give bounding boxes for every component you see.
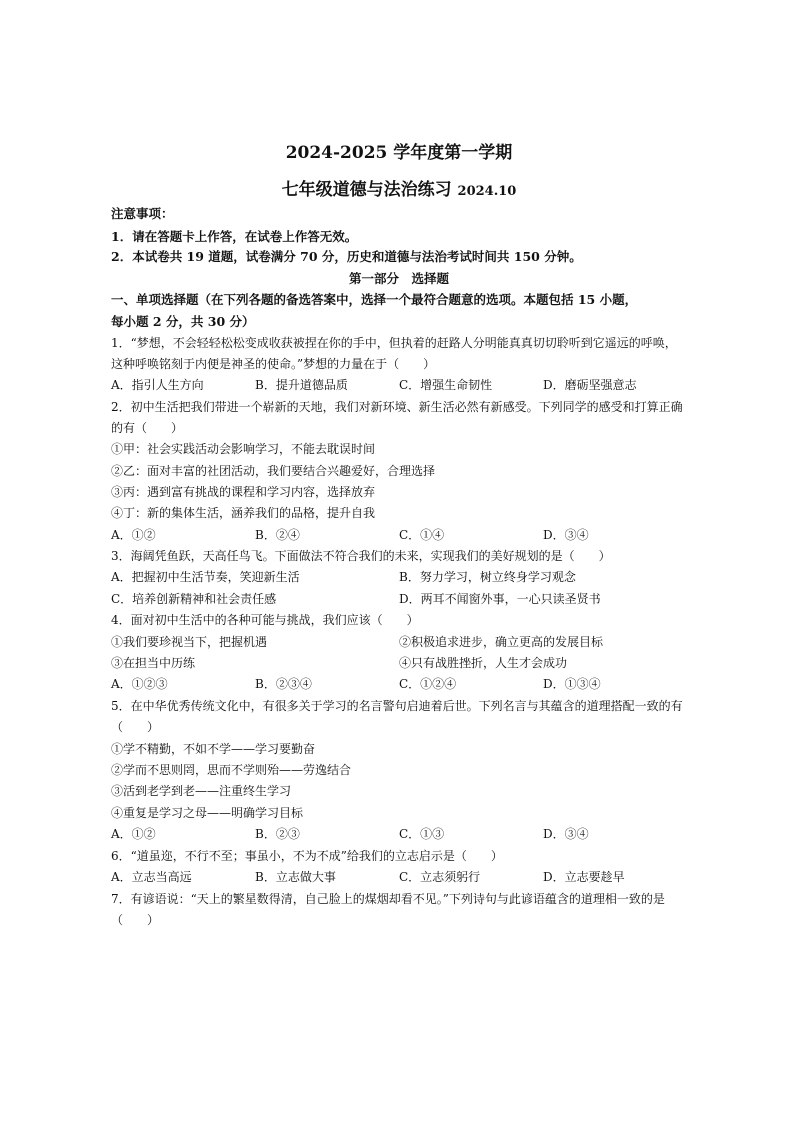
option-a: A．把握初中生活节奏，笑迎新生活: [111, 570, 300, 584]
option-a: A．①②: [111, 528, 156, 542]
statement: ③在担当中历练: [111, 656, 196, 670]
statement: ④只有战胜挫折，人生才会成功: [399, 656, 568, 670]
question-7-cont: （ ）: [111, 913, 160, 927]
option-d: D．③④: [543, 528, 589, 542]
option-a: A．①②: [111, 827, 156, 841]
note-item: 1．请在答题卡上作答，在试卷上作答无效。: [111, 229, 358, 244]
exam-subtitle: [111, 175, 687, 200]
question-7: 7．有谚语说：“天上的繁星数得清，自己脸上的煤烟却看不见。”下列诗句与此谚语蕴含的道理相一致的是: [111, 892, 665, 906]
option-a: A．立志当高远: [111, 870, 192, 884]
option-b: B．②③: [255, 827, 300, 841]
statement: ①甲：社会实践活动会影响学习，不能去耽误时间: [111, 442, 376, 456]
statement: ②乙：面对丰富的社团活动，我们要结合兴趣爱好，合理选择: [111, 464, 436, 478]
question-5-cont: （ ）: [111, 720, 160, 734]
question-2-options: [111, 527, 687, 543]
option-b: B．提升道德品质: [255, 378, 348, 392]
option-d: D．两耳不闻窗外事，一心只读圣贤书: [399, 592, 601, 606]
option-c: C．①②④: [399, 677, 457, 691]
part-heading: 第一部分 选择题: [348, 271, 449, 286]
option-b: B．②④: [255, 528, 300, 542]
question-4: 4．面对初中生活中的各种可能与挑战，我们应该（ ）: [111, 613, 419, 627]
question-2-cont: 的有（ ）: [111, 421, 184, 435]
statement: ③活到老学到老——注重终生学习: [111, 784, 292, 798]
question-3-options: [111, 591, 687, 607]
option-c: C．①④: [399, 528, 445, 542]
option-a: A．指引人生方向: [111, 378, 204, 392]
question-4-statements: [111, 655, 687, 671]
question-6-options: [111, 869, 687, 885]
question-3-options: [111, 569, 687, 585]
option-d: D．③④: [543, 827, 589, 841]
option-d: D．磨砺坚强意志: [543, 378, 637, 392]
statement: ②积极追求进步，确立更高的发展目标: [399, 635, 604, 649]
option-b: B．努力学习，树立终身学习观念: [399, 570, 576, 584]
question-2: 2．初中生活把我们带进一个崭新的天地，我们对新环境、新生活必然有新感受。下列同学的感受和打算正确: [111, 400, 683, 414]
option-b: B．立志做大事: [255, 870, 336, 884]
option-a: A．①②③: [111, 677, 168, 691]
exam-title: 2024-2025 学年度第一学期: [285, 143, 513, 163]
statement: ③丙：遇到富有挑战的课程和学习内容，选择放弃: [111, 485, 376, 499]
question-4-statements: [111, 634, 687, 650]
question-3: 3．海阔凭鱼跃，天高任鸟飞。下面做法不符合我们的未来，实现我们的美好规划的是（ ）: [111, 549, 611, 563]
question-1: 1．“梦想，不会轻轻松松变成收获被捏在你的手中，但执着的赶路人分明能真真切切聆听到它遥远的呼唤，: [111, 336, 677, 350]
option-c: C．培养创新精神和社会责任感: [111, 592, 277, 606]
option-c: C．①③: [399, 827, 445, 841]
exam-date: 2024.10: [457, 184, 517, 199]
subject-title: 七年级道德与法治练习: [281, 180, 452, 200]
section-heading-cont: 每小题 2 分，共 30 分）: [111, 314, 255, 329]
question-1-options: [111, 377, 687, 393]
option-c: C．增强生命韧性: [399, 378, 493, 392]
statement: ②学而不思则罔，思而不学则殆——劳逸结合: [111, 763, 352, 777]
option-d: D．立志要趁早: [543, 870, 625, 884]
question-5: 5．在中华优秀传统文化中，有很多关于学习的名言警句启迪着后世。下列名言与其蕴含的道理搭配一致的有: [111, 699, 683, 713]
statement: ①我们要珍视当下，把握机遇: [111, 635, 268, 649]
notes-heading: 注意事项：: [111, 206, 174, 221]
option-c: C．立志须躬行: [399, 870, 481, 884]
question-1-cont: 这种呼唤铭刻于内便是神圣的使命。”梦想的力量在于（ ）: [111, 357, 436, 371]
note-item: 2．本试卷共 19 道题，试卷满分 70 分，历史和道德与法治考试时间共 150 分钟。: [111, 249, 582, 264]
question-5-options: [111, 826, 687, 842]
question-6: 6．“道虽迩，不行不至；事虽小，不为不成”给我们的立志启示是（ ）: [111, 849, 503, 863]
statement: ④丁：新的集体生活，涵养我们的品格，提升自我: [111, 506, 376, 520]
option-b: B．②③④: [255, 677, 312, 691]
statement: ①学不精勤，不如不学——学习要勤奋: [111, 742, 316, 756]
question-4-options: [111, 676, 687, 692]
statement: ④重复是学习之母——明确学习目标: [111, 806, 304, 820]
section-heading: 一、单项选择题（在下列各题的备选答案中，选择一个最符合题意的选项。本题包括 15 小题，: [111, 292, 638, 307]
option-d: D．①③④: [543, 677, 601, 691]
